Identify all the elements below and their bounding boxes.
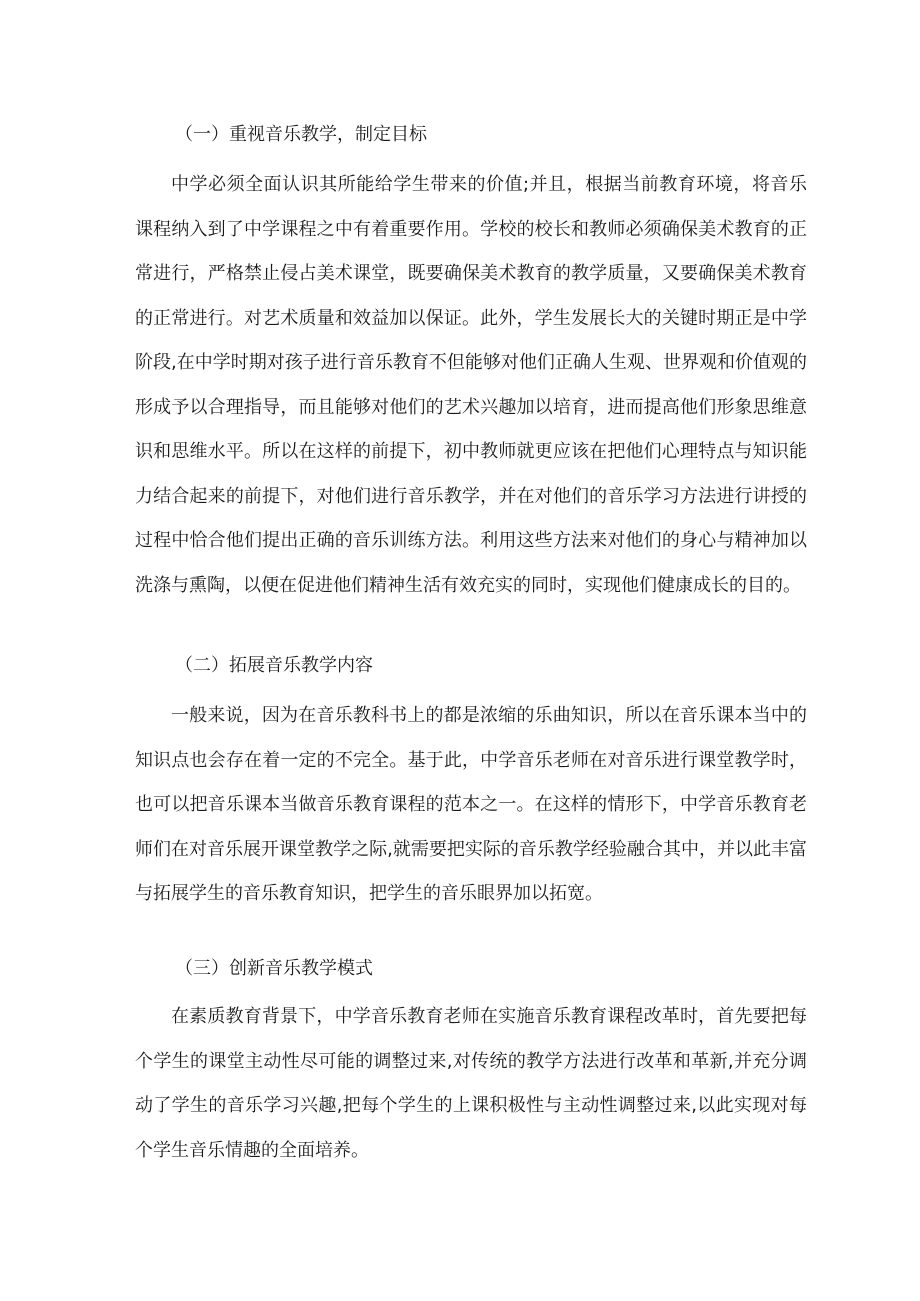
section-heading-1: （一）重视音乐教学，制定目标 xyxy=(175,124,427,145)
section-paragraph-3: 在素质教育背景下，中学音乐教育老师在实施音乐教育课程改革时，首先要把每个学生的课堂主动性尽可能的调整过来,对传统的教学方法进行改革和革新,并充分调动了学生的音乐学习兴趣,把每个学生的上课积极性与主动性调整过来,以此实现对每个学生音乐情趣的全面培养。 xyxy=(135,1006,807,1161)
section-heading-2: （二）拓展音乐教学内容 xyxy=(175,655,373,676)
section-paragraph-1: 中学必须全面认识其所能给学生带来的价值;并且，根据当前教育环境，将音乐课程纳入到了中学课程之中有着重要作用。学校的校长和教师必须确保美术教育的正常进行，严格禁止侵占美术课堂，既要确保美术教育的教学质量，又要确保美术教育的正常进行。对艺术质量和效益加以保证。此外，学生发展长大的关键时期正是中学阶段,在中学时期对孩子进行音乐教育不但能够对他们正确人生观、世界观和价值观的形成予以合理指导，而且能够对他们的艺术兴趣加以培育，进而提高他们形象思维意识和思维水平。所以在这样的前提下，初中教师就更应该在把他们心理特点与知识能力结合起来的前提下，对他们进行音乐教学，并在对他们的音乐学习方法进行讲授的过程中恰合他们提出正确的音乐训练方法。利用这些方法来对他们的身心与精神加以洗涤与熏陶，以便在促进他们精神生活有效充实的同时，实现他们健康成长的目的。 xyxy=(135,174,807,596)
section-heading-3: （三）创新音乐教学模式 xyxy=(175,958,373,979)
section-paragraph-2: 一般来说，因为在音乐教科书上的都是浓缩的乐曲知识，所以在音乐课本当中的知识点也会存在着一定的不完全。基于此，中学音乐老师在对音乐进行课堂教学时，也可以把音乐课本当做音乐教育课程的范本之一。在这样的情形下，中学音乐教育老师们在对音乐展开课堂教学之际,就需要把实际的音乐教学经验融合其中，并以此丰富与拓展学生的音乐教育知识，把学生的音乐眼界加以拓宽。 xyxy=(135,705,807,904)
